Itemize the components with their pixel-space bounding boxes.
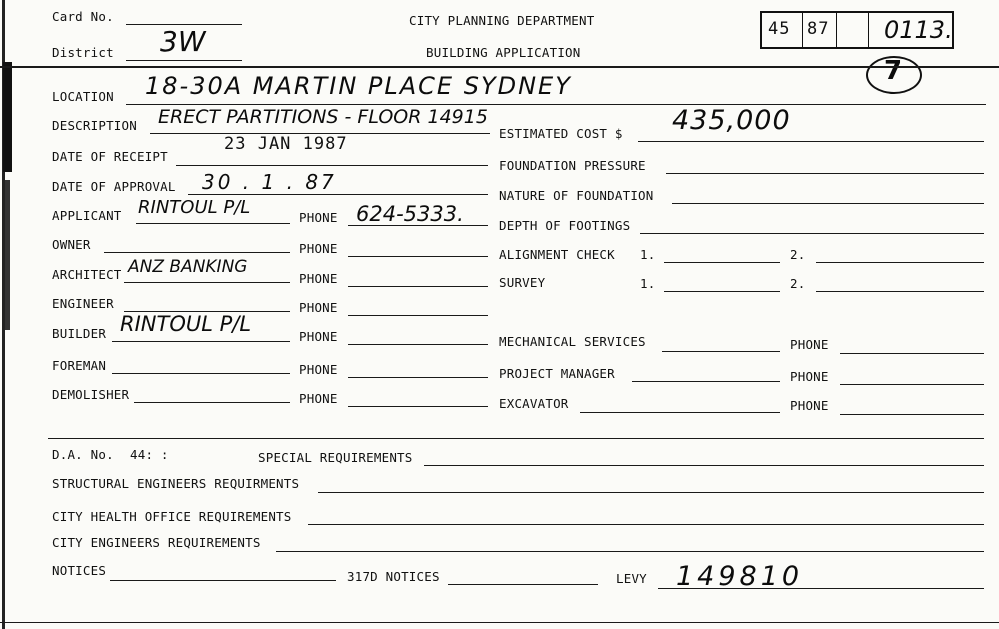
reference-box-value-3: 0113. bbox=[884, 16, 953, 44]
excavator-label: EXCAVATOR bbox=[499, 396, 569, 411]
notices-317d-line bbox=[448, 584, 598, 585]
reference-box-divider-3 bbox=[868, 13, 869, 47]
foreman-phone-line bbox=[348, 377, 488, 378]
foreman-label: FOREMAN bbox=[52, 358, 107, 373]
nature-of-foundation-label: NATURE OF FOUNDATION bbox=[499, 188, 654, 203]
survey-1-line bbox=[664, 291, 780, 292]
mechanical-services-phone-label: PHONE bbox=[790, 337, 829, 352]
district-label: District bbox=[52, 45, 114, 60]
requirements-rule bbox=[48, 438, 984, 439]
date-of-approval-label: DATE OF APPROVAL bbox=[52, 179, 176, 194]
applicant-line bbox=[136, 223, 290, 224]
special-requirements-line bbox=[424, 465, 984, 466]
bottom-edge-rule bbox=[0, 622, 999, 623]
survey-1-label: 1. bbox=[640, 276, 656, 291]
structural-requirements-line bbox=[318, 492, 984, 493]
district-value: 3W bbox=[160, 25, 206, 58]
excavator-phone-label: PHONE bbox=[790, 398, 829, 413]
mechanical-services-phone-line bbox=[840, 353, 984, 354]
foundation-pressure-label: FOUNDATION PRESSURE bbox=[499, 158, 646, 173]
notices-317d-label: 317D NOTICES bbox=[347, 569, 440, 584]
nature-of-foundation-line bbox=[672, 203, 984, 204]
project-manager-label: PROJECT MANAGER bbox=[499, 366, 615, 381]
survey-2-label: 2. bbox=[790, 276, 806, 291]
special-requirements-label: SPECIAL REQUIREMENTS bbox=[258, 450, 413, 465]
excavator-phone-line bbox=[840, 414, 984, 415]
date-of-receipt-label: DATE OF RECEIPT bbox=[52, 149, 168, 164]
header-rule bbox=[0, 66, 999, 68]
project-manager-phone-line bbox=[840, 384, 984, 385]
alignment-check-2-line bbox=[816, 262, 984, 263]
estimated-cost-label: ESTIMATED COST $ bbox=[499, 126, 623, 141]
da-no-label: D.A. No. bbox=[52, 447, 114, 462]
alignment-check-2-label: 2. bbox=[790, 247, 806, 262]
survey-label: SURVEY bbox=[499, 275, 546, 290]
applicant-value: RINTOUL P/L bbox=[138, 197, 251, 218]
builder-phone-label: PHONE bbox=[299, 329, 338, 344]
date-of-approval-value: 30 . 1 . 87 bbox=[202, 170, 337, 194]
excavator-line bbox=[580, 412, 780, 413]
notices-line bbox=[110, 580, 336, 581]
mechanical-services-line bbox=[662, 351, 780, 352]
levy-value: 149810 bbox=[676, 561, 804, 592]
owner-phone-label: PHONE bbox=[299, 241, 338, 256]
da-no-value: 44: : bbox=[130, 447, 169, 462]
health-requirements-label: CITY HEALTH OFFICE REQUIREMENTS bbox=[52, 509, 292, 524]
left-binding-mark-thick bbox=[3, 62, 12, 172]
engineer-label: ENGINEER bbox=[52, 296, 114, 311]
location-line bbox=[126, 104, 986, 105]
engineer-phone-line bbox=[348, 315, 488, 316]
notices-label: NOTICES bbox=[52, 563, 107, 578]
builder-label: BUILDER bbox=[52, 326, 107, 341]
applicant-label: APPLICANT bbox=[52, 208, 122, 223]
applicant-phone-label: PHONE bbox=[299, 210, 338, 225]
form-title: BUILDING APPLICATION bbox=[426, 45, 581, 60]
architect-phone-label: PHONE bbox=[299, 271, 338, 286]
architect-line bbox=[124, 282, 290, 283]
levy-label: LEVY bbox=[616, 571, 647, 586]
depth-of-footings-line bbox=[640, 233, 984, 234]
architect-label: ARCHITECT bbox=[52, 267, 122, 282]
foreman-phone-label: PHONE bbox=[299, 362, 338, 377]
alignment-check-1-line bbox=[664, 262, 780, 263]
project-manager-line bbox=[632, 381, 780, 382]
reference-box-divider-1 bbox=[802, 13, 803, 47]
city-engineers-requirements-line bbox=[276, 551, 984, 552]
architect-phone-line bbox=[348, 286, 488, 287]
structural-requirements-label: STRUCTURAL ENGINEERS REQUIRMENTS bbox=[52, 476, 300, 491]
description-value: ERECT PARTITIONS - FLOOR 14915 bbox=[158, 106, 488, 128]
reference-box-divider-2 bbox=[836, 13, 837, 47]
owner-label: OWNER bbox=[52, 237, 91, 252]
foundation-pressure-line bbox=[666, 173, 984, 174]
architect-value: ANZ BANKING bbox=[128, 257, 248, 277]
date-of-receipt-stamp: 23 JAN 1987 bbox=[224, 134, 348, 154]
foreman-line bbox=[112, 373, 290, 374]
builder-value: RINTOUL P/L bbox=[120, 312, 252, 336]
description-label: DESCRIPTION bbox=[52, 118, 137, 133]
demolisher-phone-label: PHONE bbox=[299, 391, 338, 406]
builder-phone-line bbox=[348, 344, 488, 345]
project-manager-phone-label: PHONE bbox=[790, 369, 829, 384]
estimated-cost-line bbox=[638, 141, 984, 142]
demolisher-line bbox=[134, 402, 290, 403]
health-requirements-line bbox=[308, 524, 984, 525]
city-engineers-requirements-label: CITY ENGINEERS REQUIREMENTS bbox=[52, 535, 261, 550]
circled-number-value: 7 bbox=[884, 56, 903, 86]
date-of-receipt-line bbox=[176, 165, 488, 166]
card-no-label: Card No. bbox=[52, 9, 114, 24]
district-line bbox=[126, 60, 242, 61]
alignment-check-label: ALIGNMENT CHECK bbox=[499, 247, 615, 262]
department-title: CITY PLANNING DEPARTMENT bbox=[409, 13, 595, 28]
date-of-approval-line bbox=[188, 194, 488, 195]
owner-phone-line bbox=[348, 256, 488, 257]
left-binding-mark-lower bbox=[5, 180, 10, 330]
engineer-phone-label: PHONE bbox=[299, 300, 338, 315]
depth-of-footings-label: DEPTH OF FOOTINGS bbox=[499, 218, 631, 233]
owner-line bbox=[104, 252, 290, 253]
demolisher-phone-line bbox=[348, 406, 488, 407]
applicant-phone-value: 624-5333. bbox=[356, 202, 464, 226]
alignment-check-1-label: 1. bbox=[640, 247, 656, 262]
location-label: LOCATION bbox=[52, 89, 114, 104]
mechanical-services-label: MECHANICAL SERVICES bbox=[499, 334, 646, 349]
estimated-cost-value: 435,000 bbox=[672, 105, 791, 136]
survey-2-line bbox=[816, 291, 984, 292]
reference-box-value-2: 87 bbox=[807, 19, 830, 39]
demolisher-label: DEMOLISHER bbox=[52, 387, 130, 402]
builder-line bbox=[112, 341, 290, 342]
location-value: 18-30A MARTIN PLACE SYDNEY bbox=[145, 72, 572, 100]
reference-box-value-1: 45 bbox=[768, 19, 791, 39]
